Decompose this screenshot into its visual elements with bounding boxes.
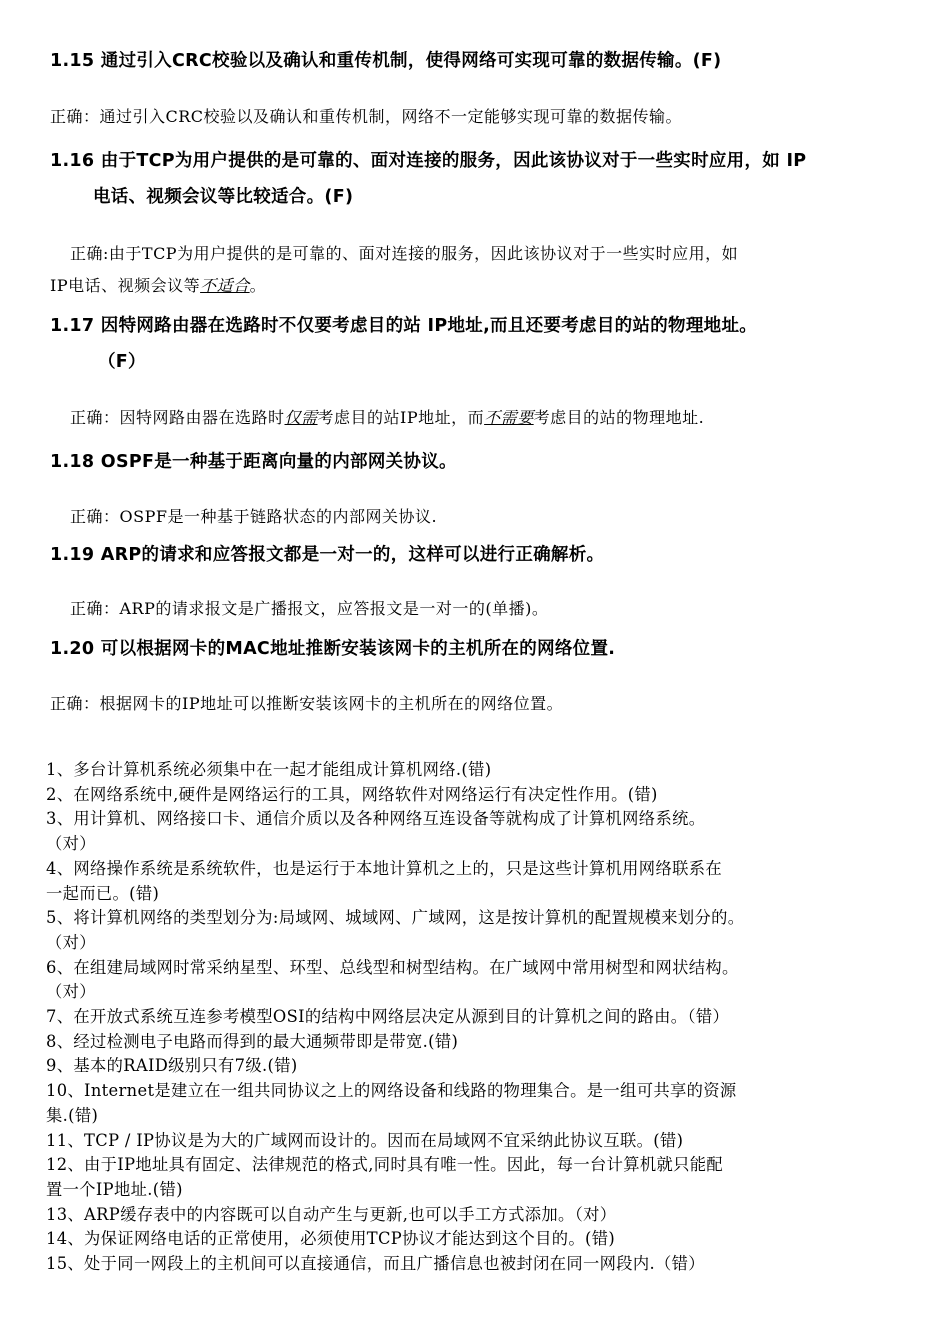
correction-text: 考虑目的站IP地址，而 (317, 408, 485, 427)
list-item: 10、Internet是建立在一组共同协议之上的网络设备和线路的物理集合。是一组可共享的资源 (46, 1081, 737, 1101)
question-title: 1.20 可以根据网卡的MAC地址推断安装该网卡的主机所在的网络位置. (50, 639, 616, 659)
list-item: 12、由于IP地址具有固定、法律规范的格式,同时具有唯一性。因此，每一台计算机就只能配 (46, 1155, 724, 1175)
list-item: 13、ARP缓存表中的内容既可以自动产生与更新,也可以手工方式添加。（对） (46, 1204, 617, 1224)
list-item: 5、将计算机网络的类型划分为:局域网、城域网、广域网，这是按计算机的配置规模来划分的。 (46, 908, 745, 928)
correction-text: 正确：因特网路由器在选路时 (70, 408, 285, 427)
list-item: 6、在组建局域网时常采纳星型、环型、总线型和树型结构。在广域网中常用树型和网状结构。 (46, 957, 739, 977)
true-false-list (46, 758, 916, 1277)
list-item: 9、基本的RAID级别只有7级.(错) (46, 1056, 298, 1076)
list-item: （对） (46, 982, 96, 1002)
correction-1-16-line2 (50, 268, 910, 304)
list-item: （对） (46, 834, 96, 854)
correction-1-19 (70, 591, 930, 627)
list-item: 一起而已。(错) (46, 883, 160, 903)
correction-1-15 (50, 99, 910, 135)
correction-1-18 (70, 499, 930, 535)
correction-text: 。 (249, 276, 267, 295)
correction-text: 正确：ARP的请求报文是广播报文，应答报文是一对一的(单播)。 (70, 599, 549, 618)
underlined-text: 仅需 (284, 408, 318, 427)
list-item: 4、网络操作系统是系统软件，也是运行于本地计算机之上的，只是这些计算机用网络联系在 (46, 858, 722, 878)
question-title: 1.18 OSPF是一种基于距离向量的内部网关协议。 (50, 452, 457, 472)
list-item: 置一个IP地址.(错) (46, 1179, 183, 1199)
question-1-20 (50, 631, 910, 667)
question-title-line2: （F） (98, 352, 146, 372)
list-item: 8、经过检测电子电路而得到的最大通频带即是带宽.(错) (46, 1031, 459, 1051)
question-title-line2: 电话、视频会议等比较适合。(F) (93, 187, 354, 207)
list-item: 14、为保证网络电话的正常使用，必须使用TCP协议才能达到这个目的。(错) (46, 1229, 616, 1249)
list-item: 2、在网络系统中,硬件是网络运行的工具，网络软件对网络运行有决定性作用。(错) (46, 784, 658, 804)
correction-1-20 (50, 686, 910, 722)
question-1-18 (50, 444, 910, 480)
list-item: 1、多台计算机系统必须集中在一起才能组成计算机网络.(错) (46, 760, 492, 779)
list-item: 7、在开放式系统互连参考模型OSI的结构中网络层决定从源到目的计算机之间的路由。（错） (46, 1007, 730, 1027)
question-1-16 (50, 143, 910, 215)
question-1-15 (50, 43, 910, 79)
list-item: 11、TCP / IP协议是为大的广域网而设计的。因而在局域网不宜采纳此协议互联。(错) (46, 1130, 684, 1150)
list-item: （对） (46, 932, 96, 952)
correction-1-17 (70, 400, 930, 436)
correction-text: IP电话、视频会议等 (50, 276, 201, 295)
correction-1-16-line1 (70, 236, 930, 272)
correction-text: 正确：OSPF是一种基于链路状态的内部网关协议. (70, 507, 438, 526)
question-title-line1: 1.17 因特网路由器在选路时不仅要考虑目的站 IP地址,而且还要考虑目的站的物理地址。 (50, 316, 758, 336)
list-item: 3、用计算机、网络接口卡、通信介质以及各种网络互连设备等就构成了计算机网络系统。 (46, 809, 706, 829)
correction-text: 正确:由于TCP为用户提供的是可靠的、面对连接的服务，因此该协议对于一些实时应用，如 (70, 244, 739, 263)
underlined-text: 不需要 (484, 408, 534, 427)
question-1-19 (50, 537, 910, 573)
list-item: 15、处于同一网段上的主机间可以直接通信，而且广播信息也被封闭在同一网段内.（错） (46, 1254, 705, 1274)
correction-text: 正确：通过引入CRC校验以及确认和重传机制，网络不一定能够实现可靠的数据传输。 (50, 107, 683, 126)
correction-text: 考虑目的站的物理地址. (533, 408, 705, 427)
underlined-text: 不适合 (200, 276, 250, 295)
question-title: 1.15 通过引入CRC校验以及确认和重传机制，使得网络可实现可靠的数据传输。(F) (50, 51, 722, 71)
list-item: 集.(错) (46, 1105, 99, 1125)
question-1-17 (50, 308, 910, 380)
correction-text: 正确：根据网卡的IP地址可以推断安装该网卡的主机所在的网络位置。 (50, 694, 564, 713)
question-title-line1: 1.16 由于TCP为用户提供的是可靠的、面对连接的服务，因此该协议对于一些实时应用，如 IP (50, 151, 807, 171)
question-title: 1.19 ARP的请求和应答报文都是一对一的，这样可以进行正确解析。 (50, 545, 605, 565)
